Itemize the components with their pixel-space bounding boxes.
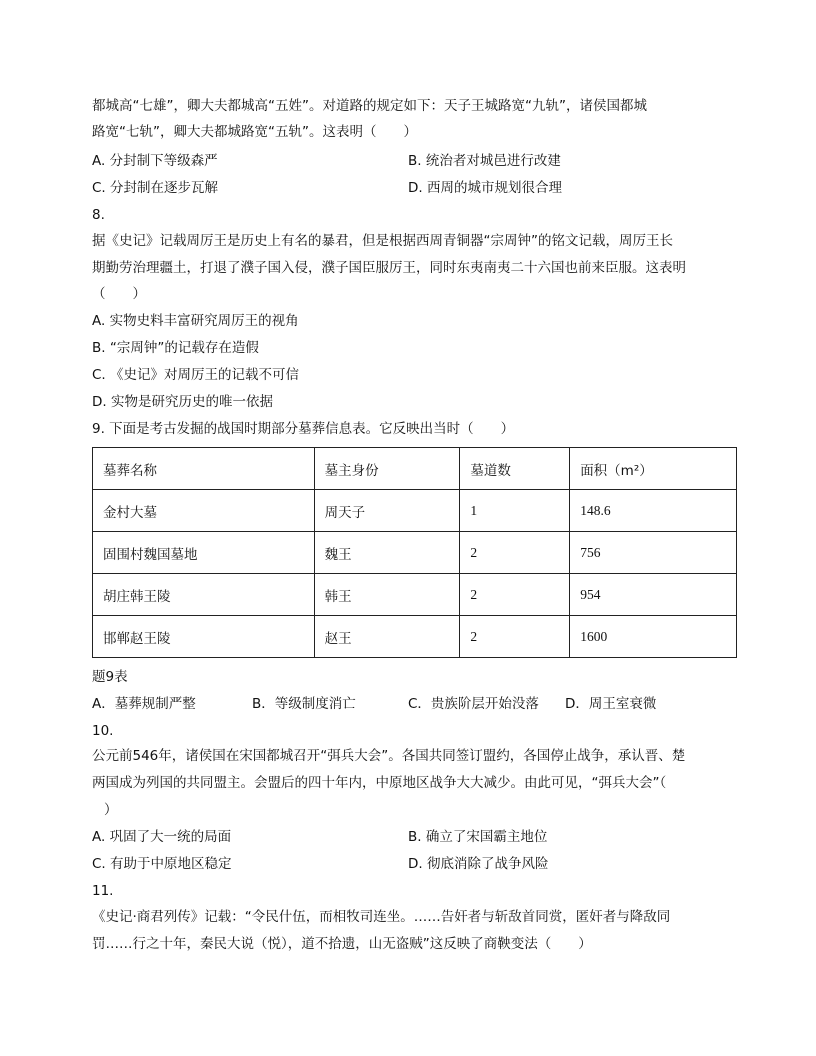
q9-option-a[interactable]: A．墓葬规制严整 — [92, 696, 196, 712]
table-cell: 1 — [460, 490, 570, 532]
table-cell: 2 — [460, 574, 570, 616]
table-cell: 胡庄韩王陵 — [93, 574, 315, 616]
q9-option-d[interactable]: D．周王室衰微 — [565, 696, 657, 712]
table-cell: 148.6 — [570, 490, 737, 532]
q8-number: 8. — [92, 207, 105, 223]
q8-stem-line-3: （ ） — [92, 286, 146, 302]
table-cell: 韩王 — [314, 574, 460, 616]
q11-stem-line-2: 罚……行之十年，秦民大说（悦），道不拾遗，山无盗贼”这反映了商鞅变法（ ） — [92, 936, 592, 952]
q8-stem-line-1: 据《史记》记载周厉王是历史上有名的暴君，但是根据西周青铜器“宗周钟”的铭文记载，周厉王长 — [92, 233, 673, 249]
table-row — [93, 532, 737, 574]
q9-option-b[interactable]: B．等级制度消亡 — [252, 696, 356, 712]
q11-stem-line-1: 《史记·商君列传》记载：“令民什伍，而相牧司连坐。……告奸者与斩敌首同赏，匿奸者与降敌同 — [92, 909, 671, 925]
table-row — [93, 574, 737, 616]
table-cell: 金村大墓 — [93, 490, 315, 532]
table-row — [93, 616, 737, 658]
q7-option-c[interactable]: C. 分封制在逐步瓦解 — [92, 180, 219, 196]
q8-stem-line-2: 期勤劳治理疆土，打退了濮子国入侵，濮子国臣服厉王，同时东夷南夷二十六国也前来臣服。这表明 — [92, 260, 686, 276]
table-header-row — [93, 448, 737, 490]
q10-option-b[interactable]: B. 确立了宋国霸主地位 — [408, 829, 548, 845]
q7-stem-line-2: 路宽“七轨”，卿大夫都城路宽“五轨”。这表明（ ） — [92, 124, 417, 140]
table-cell: 2 — [460, 532, 570, 574]
q8-option-a[interactable]: A. 实物史料丰富研究周厉王的视角 — [92, 313, 299, 329]
table-cell: 魏王 — [314, 532, 460, 574]
table-cell: 2 — [460, 616, 570, 658]
table-cell: 954 — [570, 574, 737, 616]
table-row — [93, 490, 737, 532]
q8-option-d[interactable]: D. 实物是研究历史的唯一依据 — [92, 394, 273, 410]
q8-option-c[interactable]: C. 《史记》对周厉王的记载不可信 — [92, 367, 300, 383]
table-cell: 赵王 — [314, 616, 460, 658]
table-cell: 756 — [570, 532, 737, 574]
q10-stem-line-3: ） — [104, 802, 118, 818]
q7-option-d[interactable]: D. 西周的城市规划很合理 — [408, 180, 562, 196]
table-caption: 题9表 — [92, 669, 128, 685]
tomb-info-table — [92, 447, 737, 658]
q10-number: 10. — [92, 723, 114, 739]
q7-stem-line-1: 都城高“七雄”，卿大夫都城高“五姓”。对道路的规定如下：天子王城路宽“九轨”，诸侯国都城 — [92, 98, 647, 114]
q10-option-a[interactable]: A. 巩固了大一统的局面 — [92, 829, 232, 845]
q9-stem: 9. 下面是考古发掘的战国时期部分墓葬信息表。它反映出当时（ ） — [92, 421, 515, 437]
table-cell: 固围村魏国墓地 — [93, 532, 315, 574]
table-cell: 1600 — [570, 616, 737, 658]
q11-number: 11. — [92, 883, 114, 899]
q10-stem-line-2: 两国成为列国的共同盟主。会盟后的四十年内，中原地区战争大大减少。由此可见，“弭兵大会”（ — [92, 775, 667, 791]
table-cell: 周天子 — [314, 490, 460, 532]
q10-option-d[interactable]: D. 彻底消除了战争风险 — [408, 856, 549, 872]
q10-option-c[interactable]: C. 有助于中原地区稳定 — [92, 856, 232, 872]
q7-option-b[interactable]: B. 统治者对城邑进行改建 — [408, 153, 561, 169]
q9-option-c[interactable]: C．贵族阶层开始没落 — [408, 696, 539, 712]
table-header-cell: 墓道数 — [460, 448, 570, 490]
q10-stem-line-1: 公元前546年，诸侯国在宋国都城召开“弭兵大会”。各国共同签订盟约，各国停止战争，承认晋、楚 — [92, 748, 686, 764]
table-header-cell: 墓葬名称 — [93, 448, 315, 490]
table-cell: 邯郸赵王陵 — [93, 616, 315, 658]
table-header-cell: 墓主身份 — [314, 448, 460, 490]
table-header-cell: 面积（m²） — [570, 448, 737, 490]
q7-option-a[interactable]: A. 分封制下等级森严 — [92, 153, 218, 169]
q8-option-b[interactable]: B. “宗周钟”的记载存在造假 — [92, 340, 259, 356]
